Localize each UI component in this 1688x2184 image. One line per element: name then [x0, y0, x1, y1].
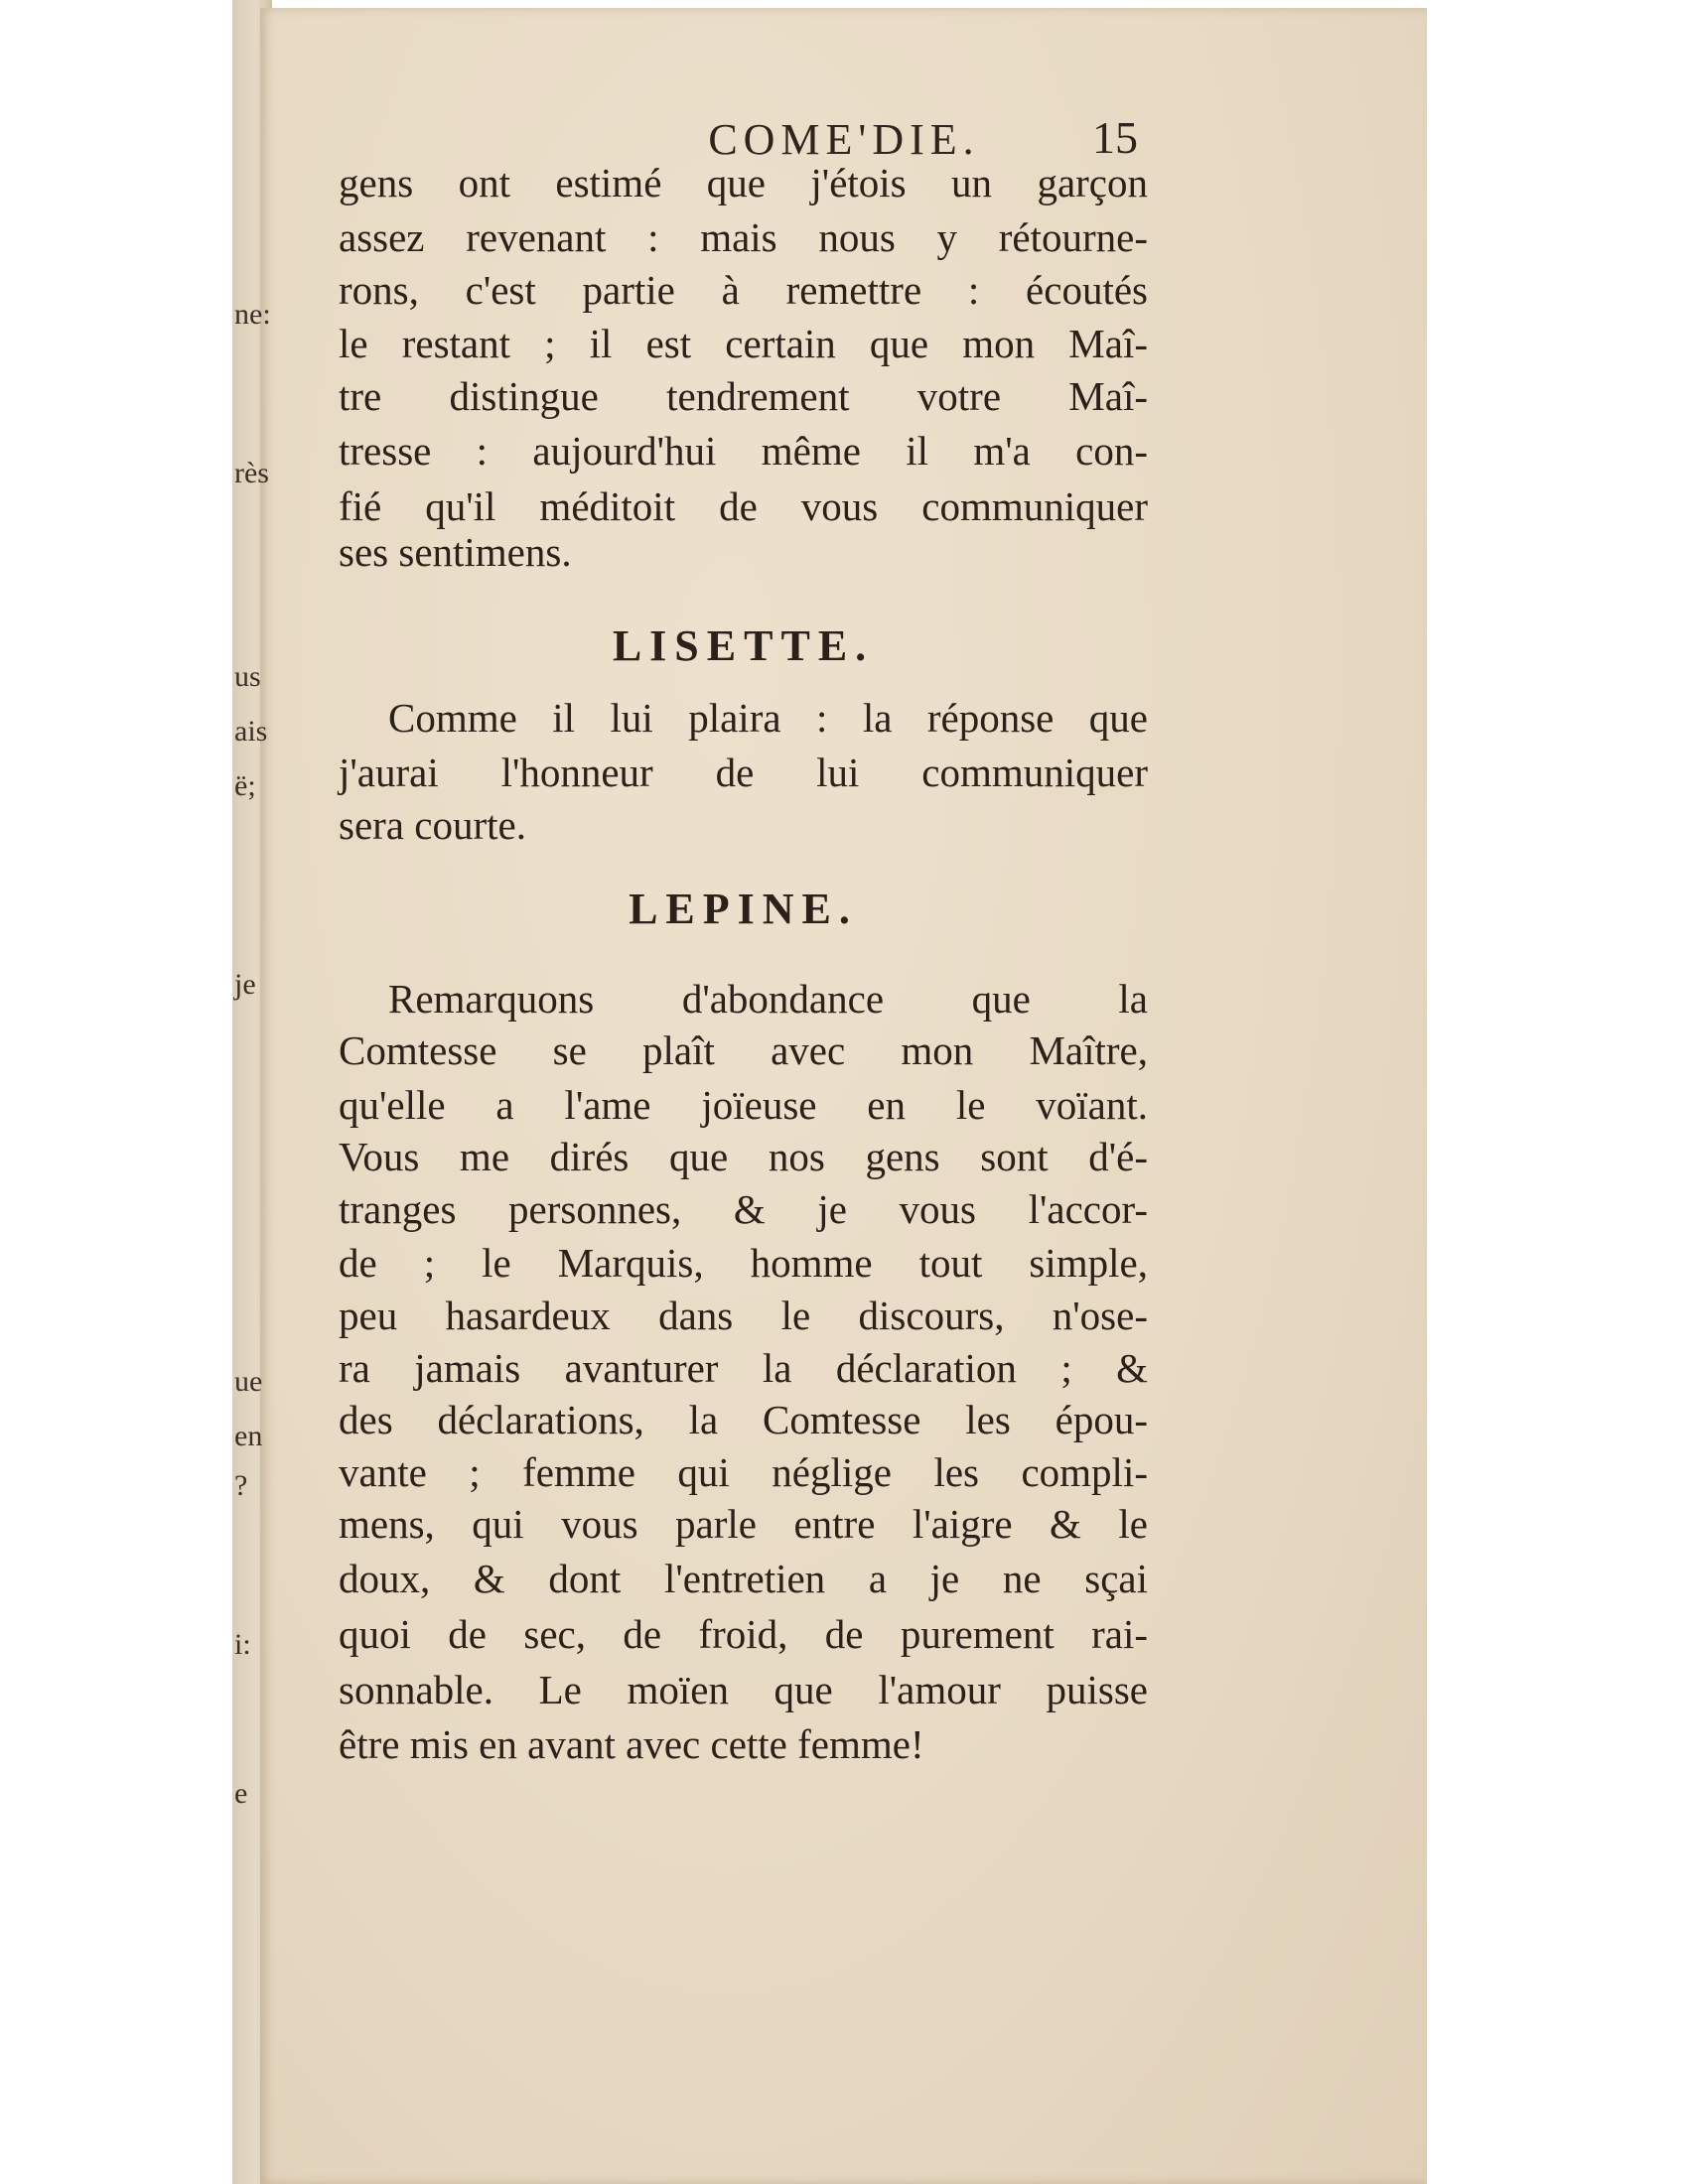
text-line: rons, c'est partie à remettre : écoutés: [339, 267, 1148, 313]
text-line: tranges personnes, & je vous l'accor-: [339, 1186, 1148, 1232]
text-line: tre distingue tendrement votre Maî-: [339, 373, 1148, 419]
text-line: Comtesse se plaît avec mon Maître,: [339, 1027, 1148, 1073]
facing-page-fragment: ais: [234, 715, 268, 748]
page-number: 15: [1092, 112, 1138, 163]
text-line: être mis en avant avec cette femme!: [339, 1721, 924, 1767]
text-line: sera courte.: [339, 802, 526, 848]
text-line: vante ; femme qui néglige les compli-: [339, 1449, 1148, 1495]
text-line: sonnable. Le moïen que l'amour puisse: [339, 1667, 1148, 1712]
facing-page-fragment: en: [234, 1420, 263, 1452]
running-title: COME'DIE.: [708, 115, 980, 164]
facing-page-fragment: e: [234, 1777, 248, 1810]
text-line: le restant ; il est certain que mon Maî-: [339, 321, 1148, 366]
text-line: ses sentimens.: [339, 529, 572, 575]
facing-page-fragment: ?: [234, 1469, 248, 1502]
facing-page-fragment: ue: [234, 1365, 263, 1398]
text-line: mens, qui vous parle entre l'aigre & le: [339, 1501, 1148, 1547]
text-line: de ; le Marquis, homme tout simple,: [339, 1240, 1148, 1286]
facing-page-fragment: ë;: [234, 769, 256, 802]
text-line: gens ont estimé que j'étois un garçon: [339, 160, 1148, 205]
text-line: fié qu'il méditoit de vous communiquer: [339, 483, 1148, 529]
text-line: ra jamais avanturer la déclaration ; &: [339, 1345, 1148, 1391]
facing-page-fragment: us: [234, 660, 261, 693]
text-line: qu'elle a l'ame joïeuse en le voïant.: [339, 1082, 1148, 1128]
text-line: peu hasardeux dans le discours, n'ose-: [339, 1293, 1148, 1338]
facing-page-fragment: i:: [234, 1628, 251, 1661]
facing-page-fragment: rès: [234, 457, 269, 489]
speaker-name: LEPINE.: [629, 885, 858, 933]
text-line: Comme il lui plaira : la réponse que: [388, 695, 1148, 741]
text-line: doux, & dont l'entretien a je ne sçai: [339, 1556, 1148, 1601]
facing-page-fragment: je: [234, 968, 256, 1001]
text-line: des déclarations, la Comtesse les épou-: [339, 1397, 1148, 1442]
text-line: Vous me dirés que nos gens sont d'é-: [339, 1134, 1148, 1179]
facing-page-fragment: ne:: [234, 298, 271, 331]
text-line: Remarquons d'abondance que la: [388, 976, 1148, 1022]
text-line: assez revenant : mais nous y rétourne-: [339, 214, 1148, 260]
speaker-name: LISETTE.: [612, 621, 875, 670]
text-line: j'aurai l'honneur de lui communiquer: [339, 750, 1148, 795]
text-line: tresse : aujourd'hui même il m'a con-: [339, 428, 1148, 474]
text-line: quoi de sec, de froid, de purement rai-: [339, 1611, 1148, 1657]
